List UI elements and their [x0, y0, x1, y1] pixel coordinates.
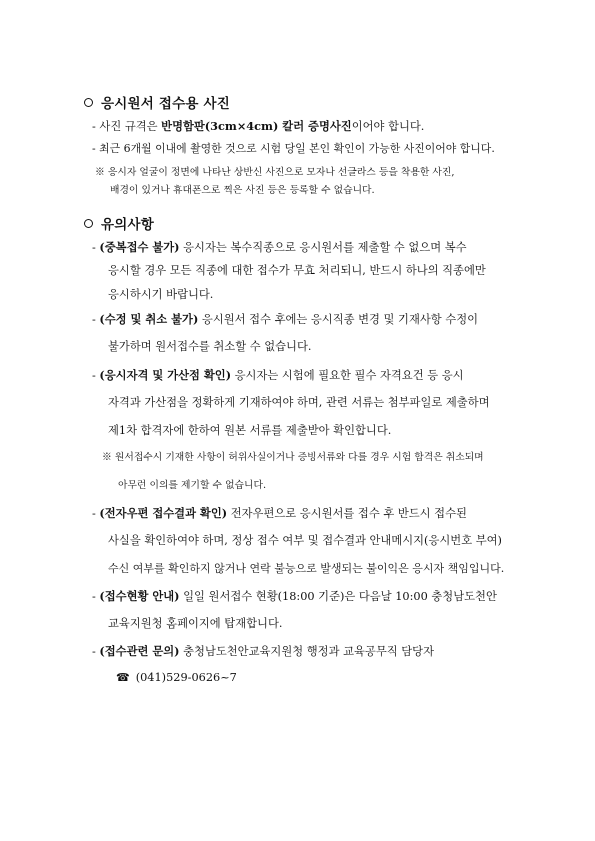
notice-item-duplicate: - (중복접수 불가) 응시자는 복수직종으로 응시원서를 제출할 수 없으며 복수: [92, 240, 467, 254]
notice-section-title: 유의사항: [101, 217, 154, 233]
notice-item-modify: - (수정 및 취소 불가) 응시원서 접수 후에는 응시직종 변경 및 기재사항 수정이: [92, 312, 479, 326]
photo-spec-bold: 반명함판(3cm×4cm) 칼러 증명사진: [161, 119, 352, 133]
photo-note-line-1: ※ 응시자 얼굴이 정면에 나타난 상반신 사진으로 모자나 선글라스 등을 착용한 사진,: [95, 167, 455, 178]
notice-item-qualification-line-3: 제1차 합격자에 한하여 원본 서류를 제출받아 확인합니다.: [108, 424, 392, 437]
item-bold-label: (수정 및 취소 불가): [99, 312, 199, 326]
photo-section-title: 응시원서 접수용 사진: [101, 96, 230, 112]
notice-item-modify-line-2: 불가하며 원서접수를 취소할 수 없습니다.: [108, 340, 312, 353]
item-bold-label: (응시자격 및 가산점 확인): [99, 368, 232, 382]
notice-item-inquiry: - (접수관련 문의) 충청남도천안교육지원청 행정과 교육공무직 담당자: [92, 644, 434, 658]
notice-item-duplicate-line-3: 응시하시기 바랍니다.: [108, 288, 214, 301]
circle-bullet-icon: [84, 98, 93, 107]
notice-item-email: - (전자우편 접수결과 확인) 전자우편으로 응시원서를 접수 후 반드시 접수된: [92, 506, 467, 520]
photo-spec-line: - 사진 규격은 반명함판(3cm×4cm) 칼러 증명사진이어야 합니다.: [92, 119, 425, 133]
notice-item-duplicate-line-2: 응시할 경우 모든 직종에 대한 접수가 무효 처리되니, 반드시 하나의 직종에만: [108, 264, 486, 277]
inquiry-phone: [116, 672, 237, 683]
item-bold-label: (전자우편 접수결과 확인): [99, 506, 228, 520]
phone-number: (041)529-0626~7: [135, 671, 237, 684]
item-bold-label: (접수관련 문의): [99, 644, 180, 658]
notice-item-status-line-2: 교육지원청 홈페이지에 탑재합니다.: [108, 617, 283, 630]
notice-item-email-line-3: 수신 여부를 확인하지 않거나 연락 불능으로 발생되는 불이익은 응시자 책임입니다.: [108, 562, 505, 575]
telephone-icon: ☎: [116, 671, 130, 684]
photo-note-line-2: 배경이 있거나 휴대폰으로 찍은 사진 등은 등록할 수 없습니다.: [110, 185, 375, 196]
notice-section-heading: [84, 213, 154, 233]
item-bold-label: (중복접수 불가): [99, 240, 180, 254]
photo-recent-line: - 최근 6개월 이내에 촬영한 것으로 시험 당일 본인 확인이 가능한 사진이어야 합니다.: [92, 142, 495, 155]
qualification-note-line-2: 아무런 이의를 제기할 수 없습니다.: [118, 480, 267, 491]
notice-item-qualification-line-2: 자격과 가산점을 정확하게 기재하여야 하며, 관련 서류는 첨부파일로 제출하며: [108, 396, 490, 409]
notice-item-status: - (접수현황 안내) 일일 원서접수 현황(18:00 기준)은 다음날 10:00 충청남도천안: [92, 589, 497, 603]
notice-item-email-line-2: 사실을 확인하여야 하며, 정상 접수 여부 및 접수결과 안내메시지(응시번호 부여): [108, 534, 502, 547]
photo-section-heading: [84, 92, 230, 112]
circle-bullet-icon: [84, 219, 93, 228]
notice-item-qualification: - (응시자격 및 가산점 확인) 응시자는 시험에 필요한 필수 자격요건 등 응시: [92, 368, 464, 382]
qualification-note-line-1: ※ 원서접수시 기재한 사항이 허위사실이거나 증빙서류와 다를 경우 시험 합격은 취소되며: [102, 452, 484, 463]
item-bold-label: (접수현황 안내): [99, 589, 180, 603]
